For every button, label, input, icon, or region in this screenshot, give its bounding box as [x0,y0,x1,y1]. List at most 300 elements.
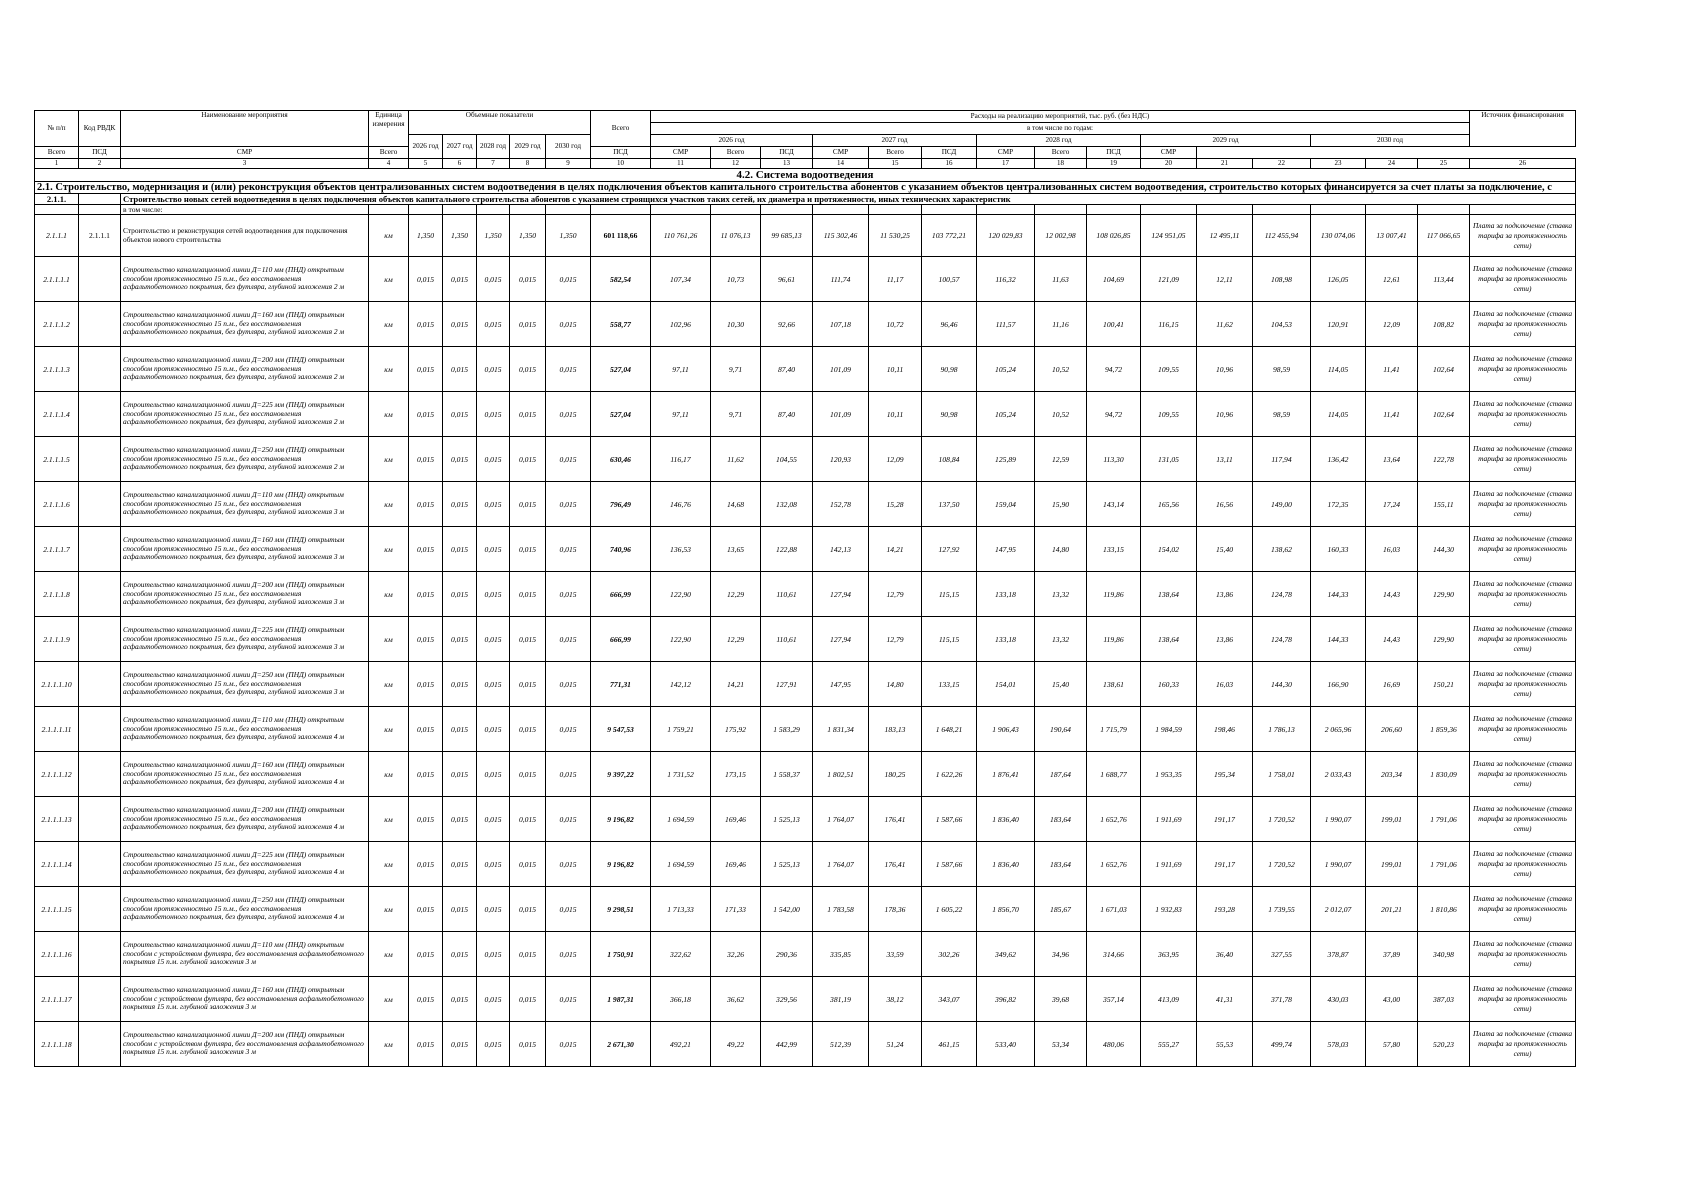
row-cost: 143,14 [1087,482,1141,527]
row-volume: 0,015 [409,752,443,797]
table-row [35,842,1576,887]
row-cost: 125,89 [977,437,1035,482]
row-number: 2.1.1.1.16 [35,932,79,977]
header-costs: Расходы на реализацию мероприятий, тыс. руб. (без НДС) [651,111,1470,123]
row-cost: 2 065,96 [1311,707,1366,752]
row-cost: 14,68 [711,482,761,527]
row-cost: 1 836,40 [977,797,1035,842]
row-cost: 138,62 [1253,527,1311,572]
column-number: 9 [546,159,591,169]
row-unit: км [369,302,409,347]
document-page [34,110,1576,1067]
row-cost: 11 530,25 [869,215,922,257]
empty-cell [1035,205,1087,215]
row-cost: 363,95 [1141,932,1197,977]
row-cost: 133,18 [977,572,1035,617]
row-cost: 115 302,46 [813,215,869,257]
row-volume: 0,015 [510,662,546,707]
row-unit: км [369,257,409,302]
empty-cell [369,205,409,215]
row-cost: 578,03 [1311,1022,1366,1067]
row-cost: 442,99 [761,1022,813,1067]
row-cost: 14,43 [1366,572,1418,617]
row-cost: 144,30 [1253,662,1311,707]
row-volume: 0,015 [510,977,546,1022]
table-row [35,482,1576,527]
row-volume: 0,015 [546,392,591,437]
row-volume: 0,015 [477,1022,510,1067]
row-cost: 10,30 [711,302,761,347]
row-cost: 160,33 [1141,662,1197,707]
row-cost: 1 764,07 [813,797,869,842]
row-cost: 1 758,01 [1253,752,1311,797]
row-cost: 122,90 [651,617,711,662]
row-code [79,752,121,797]
row-cost: 110,61 [761,617,813,662]
row-cost: 512,39 [813,1022,869,1067]
row-cost: 129,90 [1418,572,1470,617]
row-cost: 102,96 [651,302,711,347]
row-cost: 97,11 [651,392,711,437]
row-cost: 13,11 [1197,437,1253,482]
row-cost: 138,61 [1087,662,1141,707]
row-cost: 1 856,70 [977,887,1035,932]
row-cost: 1 764,07 [813,842,869,887]
row-cost: 1 830,09 [1418,752,1470,797]
row-cost: 96,46 [922,302,977,347]
cost-year-header: 2028 год [977,135,1141,147]
row-cost: 49,22 [711,1022,761,1067]
row-cost: 12,09 [1366,302,1418,347]
row-name: Строительство канализационной линии Д=110 мм (ПНД) открытым способом протяженностью 15 п.м., без восстановления асфальтобетонного покрытия, без футляра, глубиной заложения 4 м [121,707,369,752]
column-number: 3 [121,159,369,169]
column-number: 11 [651,159,711,169]
row-cost: 173,15 [711,752,761,797]
row-volume: 0,015 [443,1022,477,1067]
row-volume: 0,015 [409,572,443,617]
row-cost: 371,78 [1253,977,1311,1022]
row-cost: 1 859,36 [1418,707,1470,752]
row-cost: 187,64 [1035,752,1087,797]
row-volume: 0,015 [477,932,510,977]
row-volume: 0,015 [443,392,477,437]
row-cost: 136,53 [651,527,711,572]
row-source: Плата за подключение (ставка тарифа за протяженность сети) [1470,215,1576,257]
row-cost: 10,96 [1197,347,1253,392]
row-unit: км [369,482,409,527]
row-volume: 0,015 [443,797,477,842]
empty-cell [1087,205,1141,215]
row-cost: 492,21 [651,1022,711,1067]
row-cost: 160,33 [1311,527,1366,572]
subsection-code [79,194,121,205]
row-cost: 165,56 [1141,482,1197,527]
row-number: 2.1.1.1.6 [35,482,79,527]
row-volume: 0,015 [510,707,546,752]
row-cost: 159,04 [977,482,1035,527]
row-cost: 131,05 [1141,437,1197,482]
empty-cell [409,205,443,215]
row-number: 2.1.1.1.12 [35,752,79,797]
row-cost: 13 007,41 [1366,215,1418,257]
row-volume: 0,015 [510,617,546,662]
row-volume: 0,015 [443,347,477,392]
row-volume: 0,015 [409,257,443,302]
row-cost: 1 652,76 [1087,797,1141,842]
row-volume: 0,015 [443,437,477,482]
column-number: 1 [35,159,79,169]
row-total: 601 118,66 [591,215,651,257]
row-source: Плата за подключение (ставка тарифа за протяженность сети) [1470,842,1576,887]
empty-cell [1253,205,1311,215]
row-cost: 1 587,66 [922,842,977,887]
row-cost: 14,21 [711,662,761,707]
row-volume: 0,015 [510,842,546,887]
row-cost: 396,82 [977,977,1035,1022]
table-row [35,617,1576,662]
row-cost: 185,67 [1035,887,1087,932]
row-cost: 15,28 [869,482,922,527]
row-cost: 102,64 [1418,392,1470,437]
row-volume: 0,015 [443,302,477,347]
row-cost: 113,44 [1418,257,1470,302]
row-code [79,977,121,1022]
cost-sub-header: ПСД [1087,147,1141,159]
row-volume: 0,015 [409,482,443,527]
row-source: Плата за подключение (ставка тарифа за протяженность сети) [1470,482,1576,527]
row-cost: 124 951,05 [1141,215,1197,257]
row-name: Строительство канализационной линии Д=160 мм (ПНД) открытым способом с устройством футляра, без восстановления асфальтобетонного покрытия 15 п.м. глубиной заложения 3 м [121,977,369,1022]
row-cost: 122,78 [1418,437,1470,482]
row-name: Строительство канализационной линии Д=200 мм (ПНД) открытым способом протяженностью 15 п.м., без восстановления асфальтобетонного покрытия, без футляра, глубиной заложения 2 м [121,347,369,392]
row-cost: 1 720,52 [1253,797,1311,842]
row-cost: 33,59 [869,932,922,977]
row-cost: 1 720,52 [1253,842,1311,887]
row-cost: 120 029,83 [977,215,1035,257]
row-cost: 183,13 [869,707,922,752]
row-volume: 0,015 [546,257,591,302]
row-cost: 171,33 [711,887,761,932]
row-cost: 12,61 [1366,257,1418,302]
empty-cell [1197,205,1253,215]
investment-program-table [34,110,1576,1067]
row-volume: 0,015 [477,482,510,527]
row-cost: 16,56 [1197,482,1253,527]
row-volume: 0,015 [443,752,477,797]
row-volume: 0,015 [409,527,443,572]
row-cost: 119,86 [1087,617,1141,662]
row-volume: 0,015 [409,1022,443,1067]
row-cost: 147,95 [813,662,869,707]
cost-sub-header: СМР [1141,147,1197,159]
row-cost: 166,90 [1311,662,1366,707]
row-cost: 12,09 [869,437,922,482]
row-code [79,302,121,347]
row-total: 9 547,53 [591,707,651,752]
row-number: 2.1.1.1.9 [35,617,79,662]
row-volume: 0,015 [510,302,546,347]
row-cost: 1 648,21 [922,707,977,752]
row-cost: 104,69 [1087,257,1141,302]
row-cost: 14,21 [869,527,922,572]
row-cost: 329,56 [761,977,813,1022]
row-volume: 0,015 [510,932,546,977]
row-cost: 10,96 [1197,392,1253,437]
row-cost: 1 694,59 [651,797,711,842]
row-cost: 322,62 [651,932,711,977]
row-cost: 15,90 [1035,482,1087,527]
row-unit: км [369,527,409,572]
row-cost: 12,59 [1035,437,1087,482]
row-cost: 97,11 [651,347,711,392]
row-cost: 2 033,43 [1311,752,1366,797]
column-number: 23 [1311,159,1366,169]
vtom-label: в том числе: [121,205,369,215]
row-cost: 1 810,86 [1418,887,1470,932]
volume-year-header: 2027 год [443,135,477,159]
row-cost: 144,33 [1311,617,1366,662]
row-volume: 0,015 [546,617,591,662]
row-cost: 136,42 [1311,437,1366,482]
row-unit: км [369,932,409,977]
title-row [35,169,1576,182]
column-number: 10 [591,159,651,169]
row-cost: 1 836,40 [977,842,1035,887]
row-source: Плата за подключение (ставка тарифа за протяженность сети) [1470,302,1576,347]
cost-year-header: 2027 год [813,135,977,147]
row-cost: 154,02 [1141,527,1197,572]
row-volume: 0,015 [409,977,443,1022]
cost-sub-header: СМР [977,147,1035,159]
volume-year-header: 2028 год [477,135,510,159]
vtom-row [35,205,1576,215]
column-number: 6 [443,159,477,169]
empty-cell [1366,205,1418,215]
row-cost: 10,52 [1035,392,1087,437]
row-cost: 142,13 [813,527,869,572]
row-cost: 366,18 [651,977,711,1022]
row-cost: 110 761,26 [651,215,711,257]
row-number: 2.1.1.1.3 [35,347,79,392]
row-cost: 12,79 [869,617,922,662]
row-unit: км [369,977,409,1022]
header-row-sub [35,147,1576,159]
row-source: Плата за подключение (ставка тарифа за протяженность сети) [1470,572,1576,617]
row-cost: 183,64 [1035,797,1087,842]
column-number: 25 [1418,159,1470,169]
row-cost: 111,74 [813,257,869,302]
row-volume: 0,015 [443,572,477,617]
cost-sub-header: СМР [651,147,711,159]
table-row [35,527,1576,572]
row-volume: 0,015 [443,482,477,527]
row-cost: 1 911,69 [1141,797,1197,842]
row-cost: 11,17 [869,257,922,302]
column-number: 18 [1035,159,1087,169]
table-row [35,302,1576,347]
row-cost: 57,80 [1366,1022,1418,1067]
row-code [79,797,121,842]
empty-cell [35,205,79,215]
row-cost: 195,34 [1197,752,1253,797]
row-source: Плата за подключение (ставка тарифа за протяженность сети) [1470,752,1576,797]
row-cost: 169,46 [711,797,761,842]
row-cost: 1 739,55 [1253,887,1311,932]
row-cost: 36,62 [711,977,761,1022]
empty-cell [651,205,711,215]
row-cost: 133,15 [922,662,977,707]
row-source: Плата за подключение (ставка тарифа за протяженность сети) [1470,1022,1576,1067]
row-cost: 34,96 [1035,932,1087,977]
row-cost: 1 583,29 [761,707,813,752]
row-name: Строительство канализационной линии Д=160 мм (ПНД) открытым способом протяженностью 15 п.м., без восстановления асфальтобетонного покрытия, без футляра, глубиной заложения 4 м [121,752,369,797]
row-cost: 1 831,34 [813,707,869,752]
empty-cell [761,205,813,215]
row-unit: км [369,707,409,752]
empty-cell [79,205,121,215]
row-volume: 1,350 [510,215,546,257]
row-cost: 105,24 [977,392,1035,437]
row-cost: 55,53 [1197,1022,1253,1067]
row-cost: 149,00 [1253,482,1311,527]
row-cost: 499,74 [1253,1022,1311,1067]
row-cost: 10,73 [711,257,761,302]
row-cost: 17,24 [1366,482,1418,527]
row-cost: 340,98 [1418,932,1470,977]
row-cost: 90,98 [922,347,977,392]
column-number: 20 [1141,159,1197,169]
row-cost: 41,31 [1197,977,1253,1022]
row-cost: 190,64 [1035,707,1087,752]
row-cost: 169,46 [711,842,761,887]
row-volume: 0,015 [477,662,510,707]
row-volume: 0,015 [443,617,477,662]
empty-cell [1470,205,1576,215]
row-cost: 53,34 [1035,1022,1087,1067]
row-cost: 290,36 [761,932,813,977]
row-volume: 0,015 [477,572,510,617]
row-total: 740,96 [591,527,651,572]
row-total: 9 298,51 [591,887,651,932]
row-volume: 0,015 [409,662,443,707]
row-volume: 0,015 [409,437,443,482]
row-total: 9 196,82 [591,842,651,887]
row-volume: 0,015 [546,977,591,1022]
row-total: 630,46 [591,437,651,482]
row-cost: 120,93 [813,437,869,482]
header-unit: Единица измерения [369,111,409,147]
row-source: Плата за подключение (ставка тарифа за протяженность сети) [1470,617,1576,662]
subsection-text: Строительство новых сетей водоотведения в целях подключения объектов капитального строительства абонентов с указанием строящихся участков таких сетей, их диаметра и протяженности, иных технических характеристик [121,194,1576,205]
row-total: 666,99 [591,572,651,617]
row-cost: 87,40 [761,347,813,392]
row-cost: 533,40 [977,1022,1035,1067]
row-volume: 0,015 [409,707,443,752]
row-cost: 43,00 [1366,977,1418,1022]
row-cost: 1 906,43 [977,707,1035,752]
volume-year-header: 2030 год [546,135,591,159]
table-row [35,215,1576,257]
row-volume: 0,015 [477,257,510,302]
row-cost: 1 802,51 [813,752,869,797]
header-total: Всего [591,111,651,147]
row-cost: 16,69 [1366,662,1418,707]
row-name: Строительство канализационной линии Д=160 мм (ПНД) открытым способом протяженностью 15 п.м., без восстановления асфальтобетонного покрытия, без футляра, глубиной заложения 2 м [121,302,369,347]
row-cost: 381,19 [813,977,869,1022]
row-unit: км [369,437,409,482]
row-cost: 37,89 [1366,932,1418,977]
row-cost: 108,98 [1253,257,1311,302]
row-cost: 124,78 [1253,572,1311,617]
row-cost: 176,41 [869,797,922,842]
row-cost: 119,86 [1087,572,1141,617]
row-cost: 147,95 [977,527,1035,572]
table-row [35,662,1576,707]
row-code: 2.1.1.1 [79,215,121,257]
empty-cell [510,205,546,215]
row-source: Плата за подключение (ставка тарифа за протяженность сети) [1470,257,1576,302]
row-cost: 154,01 [977,662,1035,707]
row-cost: 138,64 [1141,617,1197,662]
row-cost: 102,64 [1418,347,1470,392]
row-code [79,617,121,662]
row-cost: 132,08 [761,482,813,527]
row-volume: 0,015 [510,482,546,527]
row-cost: 108,84 [922,437,977,482]
row-number: 2.1.1.1.14 [35,842,79,887]
row-volume: 0,015 [477,797,510,842]
row-volume: 0,015 [443,932,477,977]
row-volume: 0,015 [409,347,443,392]
row-cost: 1 652,76 [1087,842,1141,887]
row-cost: 14,80 [869,662,922,707]
row-volume: 0,015 [510,572,546,617]
row-name: Строительство канализационной линии Д=110 мм (ПНД) открытым способом протяженностью 15 п.м., без восстановления асфальтобетонного покрытия, без футляра, глубиной заложения 3 м [121,482,369,527]
row-name: Строительство канализационной линии Д=110 мм (ПНД) открытым способом протяженностью 15 п.м., без восстановления асфальтобетонного покрытия, без футляра, глубиной заложения 2 м [121,257,369,302]
row-cost: 180,25 [869,752,922,797]
row-cost: 144,30 [1418,527,1470,572]
row-cost: 1 605,22 [922,887,977,932]
row-volume: 0,015 [443,257,477,302]
row-cost: 99 685,13 [761,215,813,257]
empty-cell [546,205,591,215]
row-cost: 198,46 [1197,707,1253,752]
row-volume: 0,015 [546,662,591,707]
cost-sub-header: Всего [711,147,761,159]
row-total: 1 987,31 [591,977,651,1022]
row-cost: 1 791,06 [1418,842,1470,887]
row-cost: 126,05 [1311,257,1366,302]
row-cost: 92,66 [761,302,813,347]
row-cost: 108,82 [1418,302,1470,347]
row-volume: 0,015 [546,482,591,527]
row-cost: 114,05 [1311,347,1366,392]
row-volume: 0,015 [409,302,443,347]
row-cost: 115,15 [922,572,977,617]
row-cost: 387,03 [1418,977,1470,1022]
row-number: 2.1.1.1.1 [35,257,79,302]
row-volume: 0,015 [510,347,546,392]
row-cost: 104,53 [1253,302,1311,347]
row-number: 2.1.1.1 [35,215,79,257]
row-volume: 1,350 [409,215,443,257]
row-cost: 114,05 [1311,392,1366,437]
row-cost: 335,85 [813,932,869,977]
row-volume: 0,015 [477,392,510,437]
column-number: 24 [1366,159,1418,169]
cost-year-header: 2029 год [1141,135,1311,147]
row-cost: 176,41 [869,842,922,887]
